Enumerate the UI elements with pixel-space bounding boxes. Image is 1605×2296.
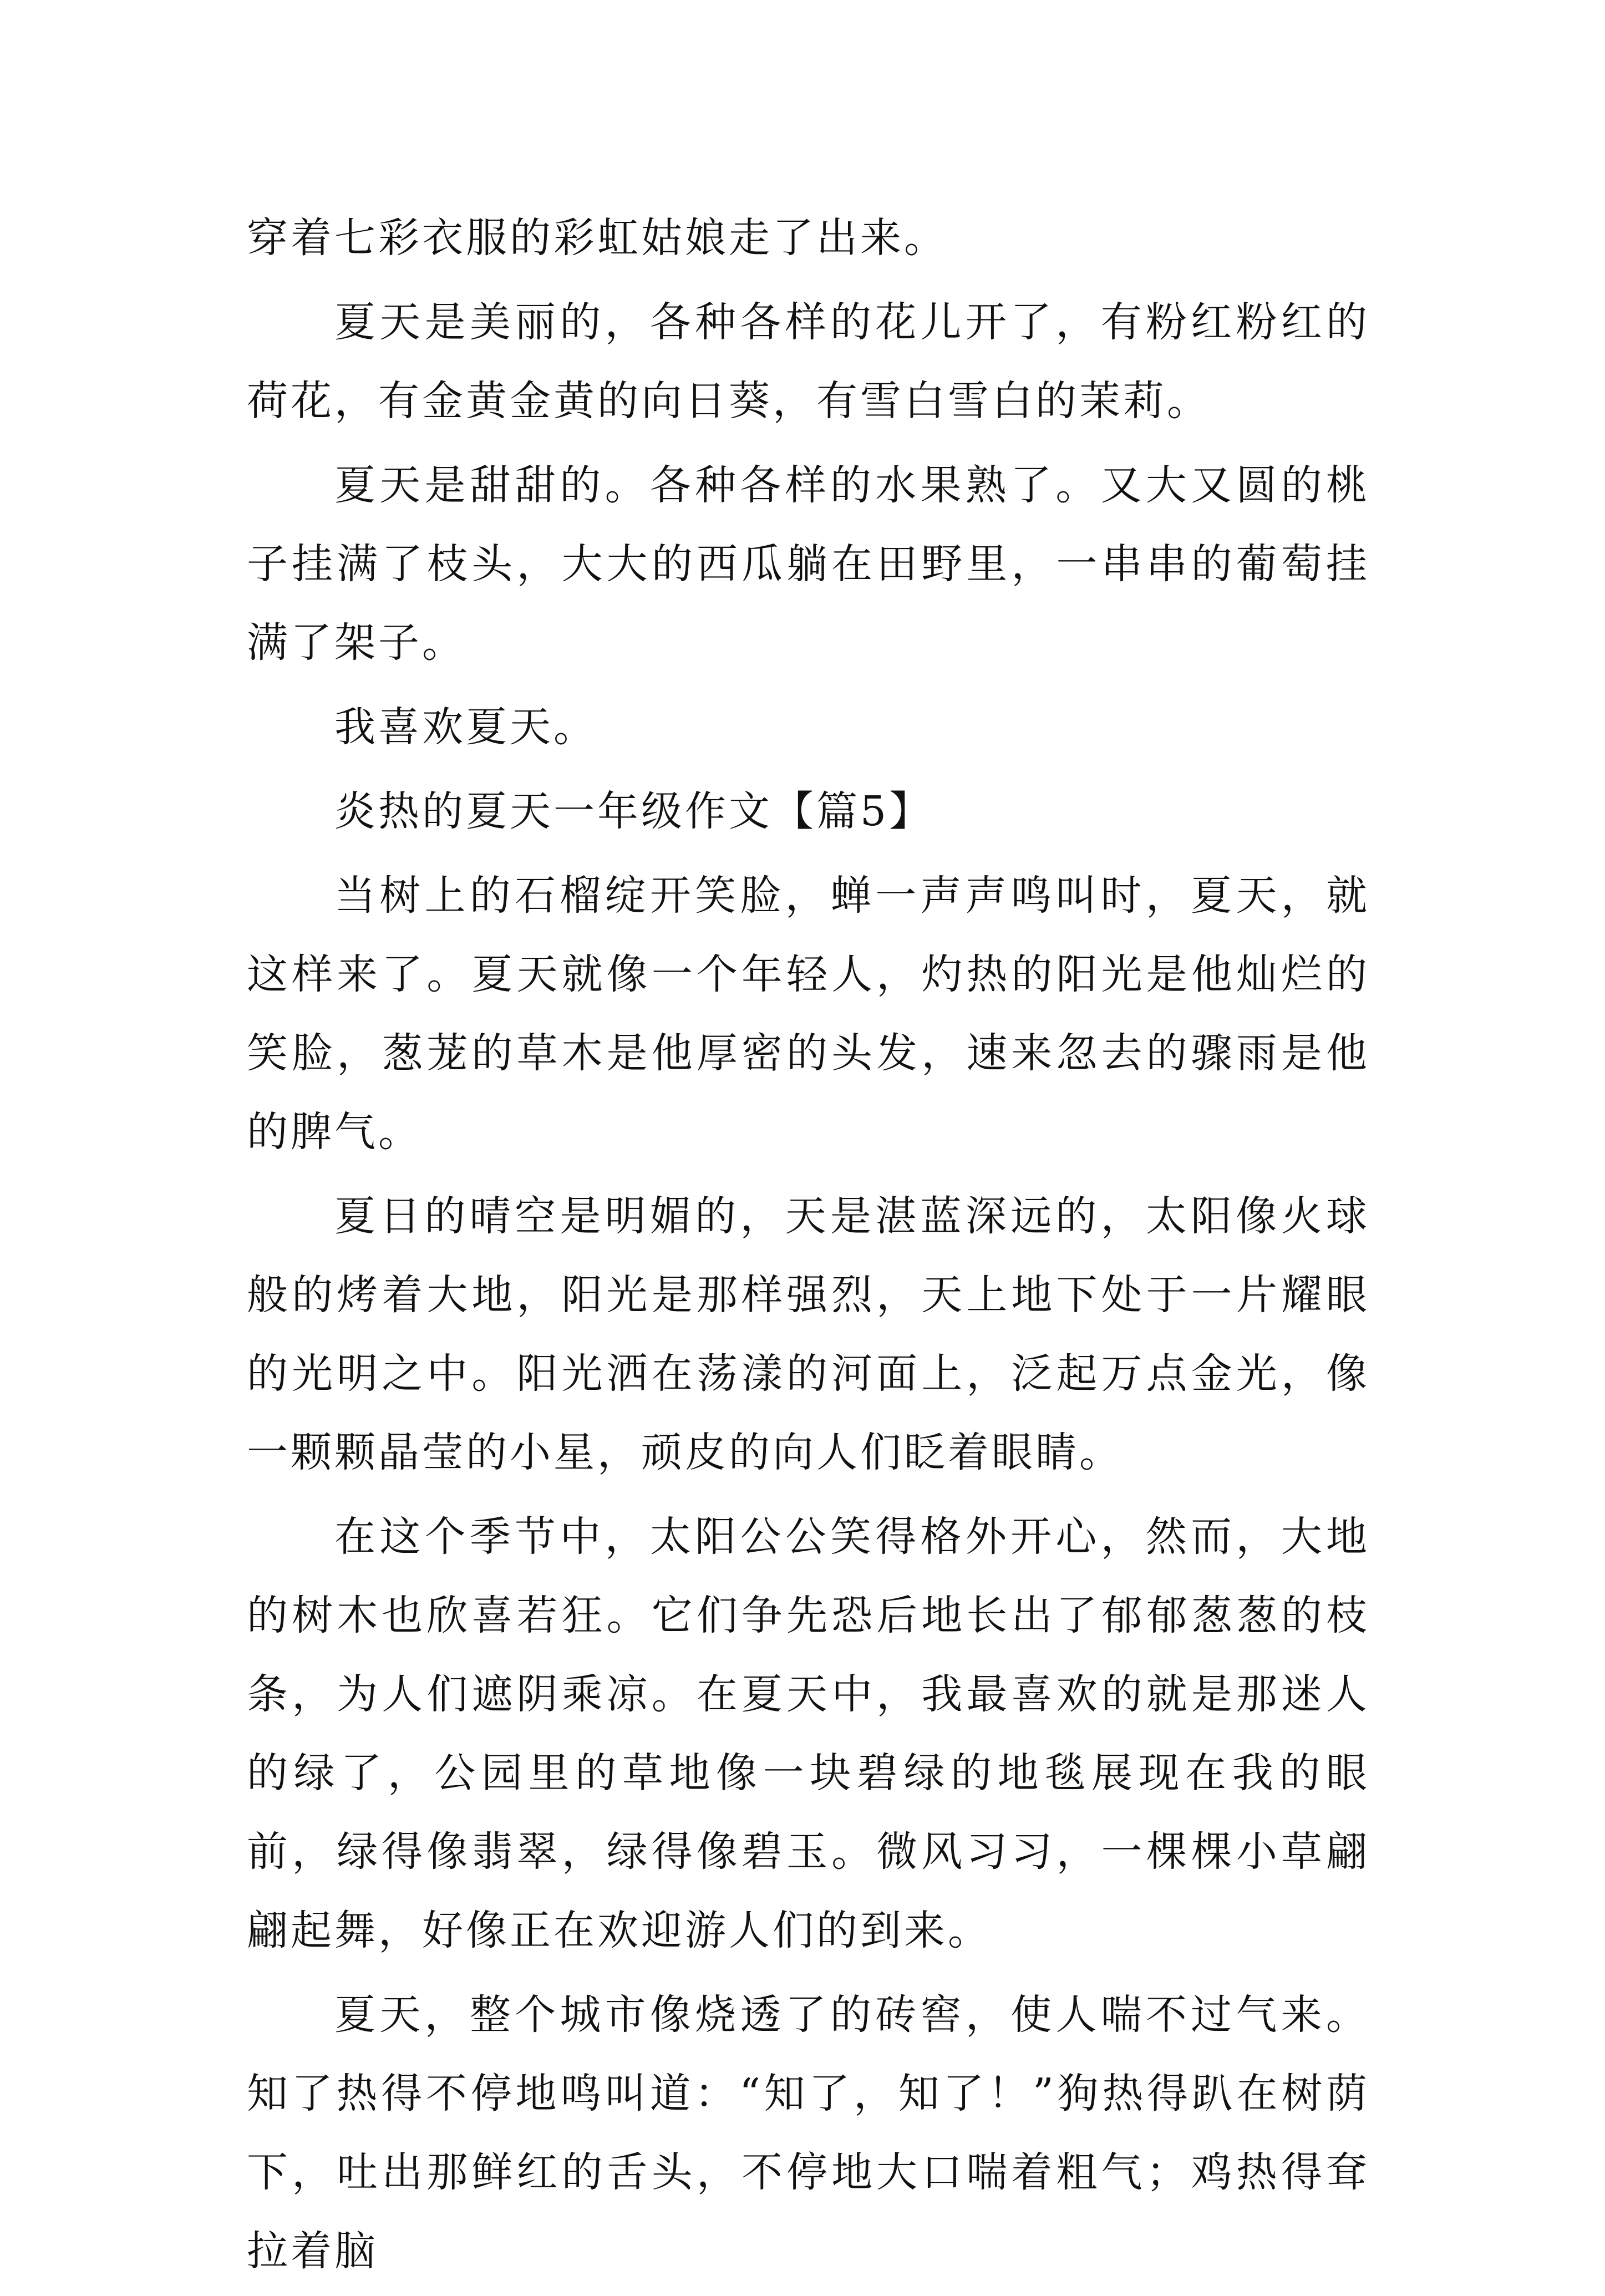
paragraph: 夏天，整个城市像烧透了的砖窖，使人喘不过气来。知了热得不停地鸣叫道：“知了，知了！”狗热得趴在树荫下，吐出那鲜红的舌头，不停地大口喘着粗气；鸡热得耷拉着脑 <box>247 1991 1370 2275</box>
paragraph: 夏天是美丽的，各种各样的花儿开了，有粉红粉红的荷花，有金黄金黄的向日葵，有雪白雪白的茉莉。 <box>247 298 1370 425</box>
section-heading: 炎热的夏天一年级作文【篇5】 <box>334 788 933 835</box>
paragraph-continuation: 穿着七彩衣服的彩虹姑娘走了出来。 <box>247 214 948 262</box>
paragraph: 当树上的石榴绽开笑脸，蝉一声声鸣叫时，夏天，就这样来了。夏天就像一个年轻人，灼热的阳光是他灿烂的笑脸，葱茏的草木是他厚密的头发，速来忽去的骤雨是他的脾气。 <box>247 872 1370 1156</box>
paragraph: 夏天是甜甜的。各种各样的水果熟了。又大又圆的桃子挂满了枝头，大大的西瓜躺在田野里，一串串的葡萄挂满了架子。 <box>247 461 1370 667</box>
paragraph: 在这个季节中，太阳公公笑得格外开心，然而，大地的树木也欣喜若狂。它们争先恐后地长出了郁郁葱葱的枝条，为人们遮阴乘凉。在夏天中，我最喜欢的就是那迷人的绿了，公园里的草地像一块碧绿的地毯展现在我的眼前，绿得像翡翠，绿得像碧玉。微风习习，一棵棵小草翩翩起舞，好像正在欢迎游人们的到来。 <box>247 1513 1370 1954</box>
document-body <box>247 199 1370 2296</box>
paragraph: 夏日的晴空是明媚的，天是湛蓝深远的，太阳像火球般的烤着大地，阳光是那样强烈，天上地下处于一片耀眼的光明之中。阳光洒在荡漾的河面上，泛起万点金光，像一颗颗晶莹的小星，顽皮的向人们眨着眼睛。 <box>247 1192 1370 1476</box>
paragraph: 我喜欢夏天。 <box>334 703 597 751</box>
